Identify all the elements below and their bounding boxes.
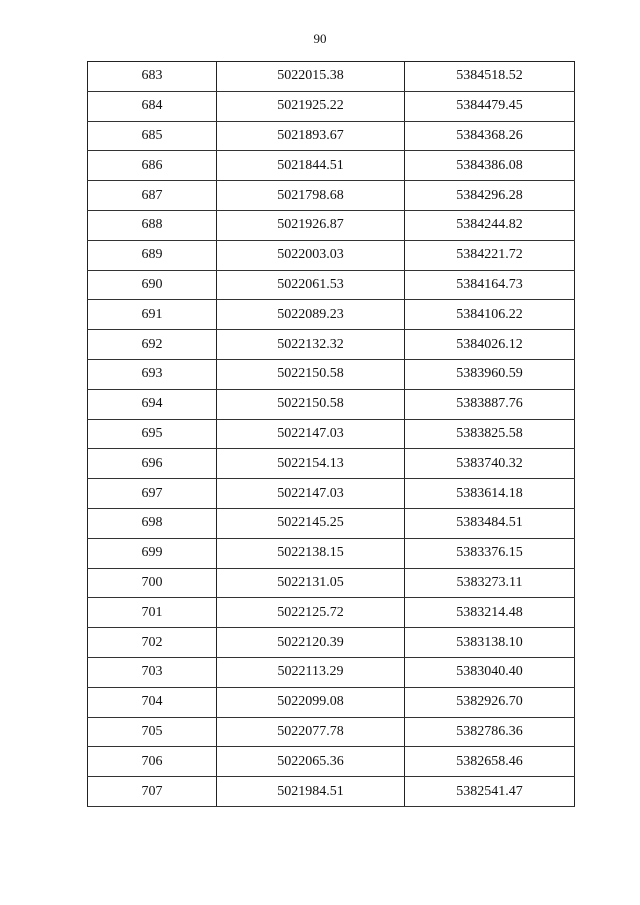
point-number-cell: 695 [88,419,217,449]
y-coordinate-cell: 5382541.47 [405,777,575,807]
point-number-cell: 693 [88,359,217,389]
y-coordinate-cell: 5383273.11 [405,568,575,598]
point-number-cell: 702 [88,628,217,658]
x-coordinate-cell: 5022099.08 [217,687,405,717]
y-coordinate-cell: 5382786.36 [405,717,575,747]
x-coordinate-cell: 5022125.72 [217,598,405,628]
point-number-cell: 686 [88,151,217,181]
point-number-cell: 683 [88,62,217,92]
y-coordinate-cell: 5384296.28 [405,181,575,211]
point-number-cell: 701 [88,598,217,628]
y-coordinate-cell: 5384244.82 [405,210,575,240]
table-body [88,62,575,807]
point-number-cell: 688 [88,210,217,240]
table-row [88,777,575,807]
x-coordinate-cell: 5022089.23 [217,300,405,330]
x-coordinate-cell: 5021925.22 [217,91,405,121]
y-coordinate-cell: 5384479.45 [405,91,575,121]
table-row [88,508,575,538]
y-coordinate-cell: 5382926.70 [405,687,575,717]
table-row [88,449,575,479]
table-row [88,359,575,389]
y-coordinate-cell: 5383614.18 [405,479,575,509]
table-row [88,240,575,270]
point-number-cell: 703 [88,657,217,687]
table-row [88,687,575,717]
y-coordinate-cell: 5383825.58 [405,419,575,449]
x-coordinate-cell: 5022132.32 [217,330,405,360]
x-coordinate-cell: 5022061.53 [217,270,405,300]
table-row [88,62,575,92]
point-number-cell: 697 [88,479,217,509]
x-coordinate-cell: 5021984.51 [217,777,405,807]
x-coordinate-cell: 5021844.51 [217,151,405,181]
table-row [88,91,575,121]
table-row [88,300,575,330]
y-coordinate-cell: 5383484.51 [405,508,575,538]
table-row [88,657,575,687]
x-coordinate-cell: 5021798.68 [217,181,405,211]
x-coordinate-cell: 5022150.58 [217,359,405,389]
y-coordinate-cell: 5383138.10 [405,628,575,658]
table-row [88,479,575,509]
table-row [88,419,575,449]
point-number-cell: 689 [88,240,217,270]
point-number-cell: 691 [88,300,217,330]
y-coordinate-cell: 5384221.72 [405,240,575,270]
y-coordinate-cell: 5384106.22 [405,300,575,330]
point-number-cell: 704 [88,687,217,717]
table-row [88,389,575,419]
point-number-cell: 684 [88,91,217,121]
point-number-cell: 706 [88,747,217,777]
point-number-cell: 692 [88,330,217,360]
x-coordinate-cell: 5022154.13 [217,449,405,479]
point-number-cell: 698 [88,508,217,538]
y-coordinate-cell: 5383214.48 [405,598,575,628]
y-coordinate-cell: 5382658.46 [405,747,575,777]
table-row [88,181,575,211]
point-number-cell: 696 [88,449,217,479]
point-number-cell: 685 [88,121,217,151]
table-row [88,270,575,300]
table-row [88,151,575,181]
y-coordinate-cell: 5383740.32 [405,449,575,479]
y-coordinate-cell: 5384026.12 [405,330,575,360]
y-coordinate-cell: 5383887.76 [405,389,575,419]
x-coordinate-cell: 5022015.38 [217,62,405,92]
table-row [88,598,575,628]
y-coordinate-cell: 5383040.40 [405,657,575,687]
table-row [88,538,575,568]
y-coordinate-cell: 5384386.08 [405,151,575,181]
table-row [88,717,575,747]
x-coordinate-cell: 5022120.39 [217,628,405,658]
x-coordinate-cell: 5021926.87 [217,210,405,240]
table-row [88,210,575,240]
x-coordinate-cell: 5022065.36 [217,747,405,777]
table-row [88,568,575,598]
coordinate-table [87,61,575,807]
y-coordinate-cell: 5383376.15 [405,538,575,568]
table-row [88,628,575,658]
y-coordinate-cell: 5384518.52 [405,62,575,92]
point-number-cell: 694 [88,389,217,419]
x-coordinate-cell: 5022145.25 [217,508,405,538]
y-coordinate-cell: 5384368.26 [405,121,575,151]
x-coordinate-cell: 5022147.03 [217,479,405,509]
x-coordinate-cell: 5022113.29 [217,657,405,687]
point-number-cell: 690 [88,270,217,300]
page-number: 90 [313,31,327,46]
point-number-cell: 700 [88,568,217,598]
x-coordinate-cell: 5022147.03 [217,419,405,449]
point-number-cell: 705 [88,717,217,747]
point-number-cell: 687 [88,181,217,211]
x-coordinate-cell: 5022003.03 [217,240,405,270]
x-coordinate-cell: 5022150.58 [217,389,405,419]
table-row [88,747,575,777]
table-row [88,330,575,360]
point-number-cell: 707 [88,777,217,807]
point-number-cell: 699 [88,538,217,568]
x-coordinate-cell: 5022131.05 [217,568,405,598]
y-coordinate-cell: 5384164.73 [405,270,575,300]
x-coordinate-cell: 5022077.78 [217,717,405,747]
x-coordinate-cell: 5022138.15 [217,538,405,568]
x-coordinate-cell: 5021893.67 [217,121,405,151]
y-coordinate-cell: 5383960.59 [405,359,575,389]
table-row [88,121,575,151]
